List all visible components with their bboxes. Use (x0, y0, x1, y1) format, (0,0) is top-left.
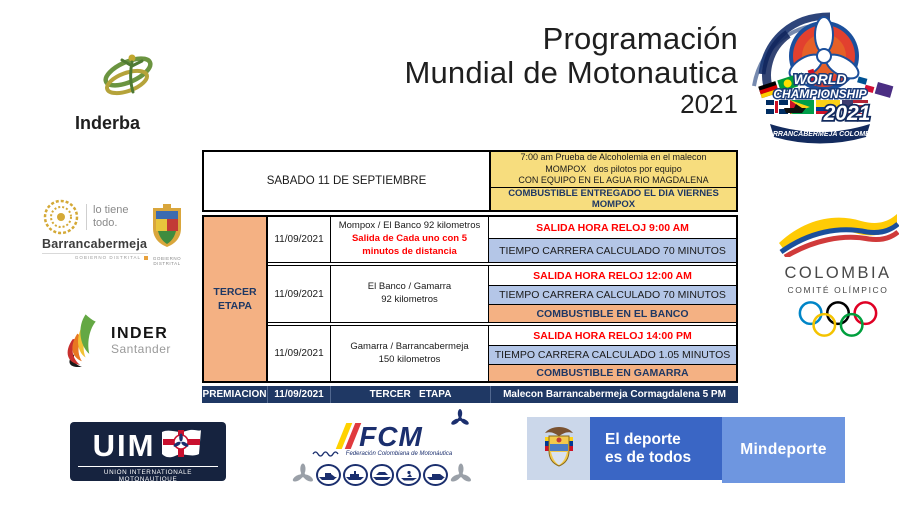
row-start-time: SALIDA HORA RELOJ 9:00 AM (489, 217, 736, 239)
schedule-header-fuel: COMBUSTIBLE ENTREGADO EL DIA VIERNES MOMPOX (491, 188, 736, 210)
inder-region: Santander (111, 342, 171, 356)
coat-of-arms-icon (539, 423, 579, 475)
boat-icon (370, 464, 395, 486)
fcm-acronym: FCM (359, 420, 423, 452)
schedule-footer-row (202, 386, 738, 403)
title-line-2: Mundial de Motonautica (404, 55, 738, 91)
stage-label: TERCER ETAPA (204, 217, 268, 381)
crest-caption: GOBIERNO DISTRITAL (152, 256, 182, 267)
row-fuel: COMBUSTIBLE EN GAMARRA (489, 365, 736, 381)
world-championship-logo (744, 4, 896, 151)
row-route: Gamarra / Barrancabermeja 150 kilometros (331, 326, 489, 381)
inderba-swirl-icon (92, 46, 162, 106)
boat-icon (316, 464, 341, 486)
note-line-2: MOMPOX dos pilotos por equipo (545, 163, 682, 174)
barranca-name: Barrancabermeja (42, 237, 148, 251)
inder-flame-icon (58, 310, 104, 372)
schedule-day: SABADO 11 DE SEPTIEMBRE (204, 152, 491, 210)
row-route-note: Salida de Cada uno con 5 minutos de distancia (351, 233, 468, 257)
note-line-1: 7:00 am Prueba de Alcoholemia en el malecon (520, 152, 707, 162)
row-duration: TIEMPO CARRERA CALCULADO 70 MINUTOS (489, 286, 736, 305)
gobierno-distrital-crest (146, 203, 188, 267)
fcm-full-name: Federación Colombiana de Motonáutica (345, 450, 453, 457)
barrancabermeja-mandala-icon (42, 198, 80, 236)
schedule-table (202, 150, 738, 403)
crest-shield-icon (150, 203, 184, 251)
inderba-label: Inderba (75, 113, 141, 133)
uim-flag-icon (159, 428, 203, 462)
row-start-time: SALIDA HORA RELOJ 14:00 PM (489, 326, 736, 346)
mindeporte-slogan: El deporte es de todos (590, 417, 722, 480)
wc-year: 2021 (823, 102, 871, 125)
row-route: Mompox / El Banco 92 kilometros Salida de Cada uno con 5 minutos de distancia (331, 217, 489, 262)
coc-country: COLOMBIA (784, 264, 892, 282)
wc-word2: CHAMPIONSHIP (773, 87, 867, 101)
barrancabermeja-logo (42, 198, 148, 260)
world-championship-emblem-icon (744, 4, 896, 146)
row-date: 11/09/2021 (268, 217, 331, 262)
jetski-icon (396, 464, 421, 486)
footer-label: PREMIACION (202, 386, 268, 403)
footer-stage: TERCER ETAPA (331, 386, 491, 403)
wc-place: BARRANCABERMEJA COLOMBIA (762, 131, 878, 138)
propeller-icon (292, 462, 314, 488)
title-line-1: Programación (542, 21, 738, 56)
olympic-rings-icon (794, 299, 882, 341)
inder-santander-logo (58, 310, 171, 372)
colombia-coat-of-arms (527, 417, 590, 480)
schedule-body (202, 215, 738, 383)
table-row (268, 325, 736, 381)
inder-name: INDER (111, 325, 169, 342)
row-date: 11/09/2021 (268, 326, 331, 381)
row-start-time: SALIDA HORA RELOJ 12:00 AM (489, 266, 736, 286)
schedule-header-row (202, 150, 738, 212)
propeller-icon (450, 462, 472, 488)
fcm-logo (292, 415, 472, 488)
table-row (268, 217, 736, 263)
wave-line-icon (312, 450, 342, 457)
row-duration: TIEMPO CARRERA CALCULADO 70 MINUTOS (489, 239, 736, 262)
colombia-olympic-committee-logo (769, 211, 907, 346)
barranca-tagline-1: lo tiene (93, 204, 129, 217)
title-year: 2021 (680, 89, 738, 120)
coc-flag-ribbon-icon (777, 211, 899, 257)
coc-committee: COMITÉ OLÍMPICO (787, 285, 889, 295)
mindeporte-name: Mindeporte (722, 417, 845, 483)
mindeporte-logo (527, 417, 845, 483)
wc-word1: WORLD (793, 71, 847, 87)
row-route: El Banco / Gamarra 92 kilometros (331, 266, 489, 322)
uim-full-name: UNION INTERNATIONALE MOTONAUTIQUE (78, 466, 218, 483)
row-duration: TIEMPO CARRERA CALCULADO 1.05 MINUTOS (489, 346, 736, 365)
page-title (404, 22, 738, 119)
inderba-logo (64, 46, 189, 134)
row-date: 11/09/2021 (268, 266, 331, 322)
footer-venue: Malecon Barrancabermeja Cormagdalena 5 PM (503, 389, 726, 400)
boat-icon (423, 464, 448, 486)
table-row (268, 265, 736, 323)
schedule-note (491, 152, 736, 188)
barranca-tagline-2: todo. (93, 217, 118, 229)
row-fuel: COMBUSTIBLE EN EL BANCO (489, 305, 736, 322)
note-line-3: CON EQUIPO EN EL AGUA RIO MAGDALENA (518, 175, 709, 186)
uim-logo (70, 422, 226, 481)
footer-date: 11/09/2021 (268, 386, 331, 403)
boat-icon (343, 464, 368, 486)
uim-acronym: UIM (92, 427, 156, 463)
propeller-icon (450, 409, 470, 429)
barranca-gov-line: GOBIERNO DISTRITAL (42, 253, 148, 260)
